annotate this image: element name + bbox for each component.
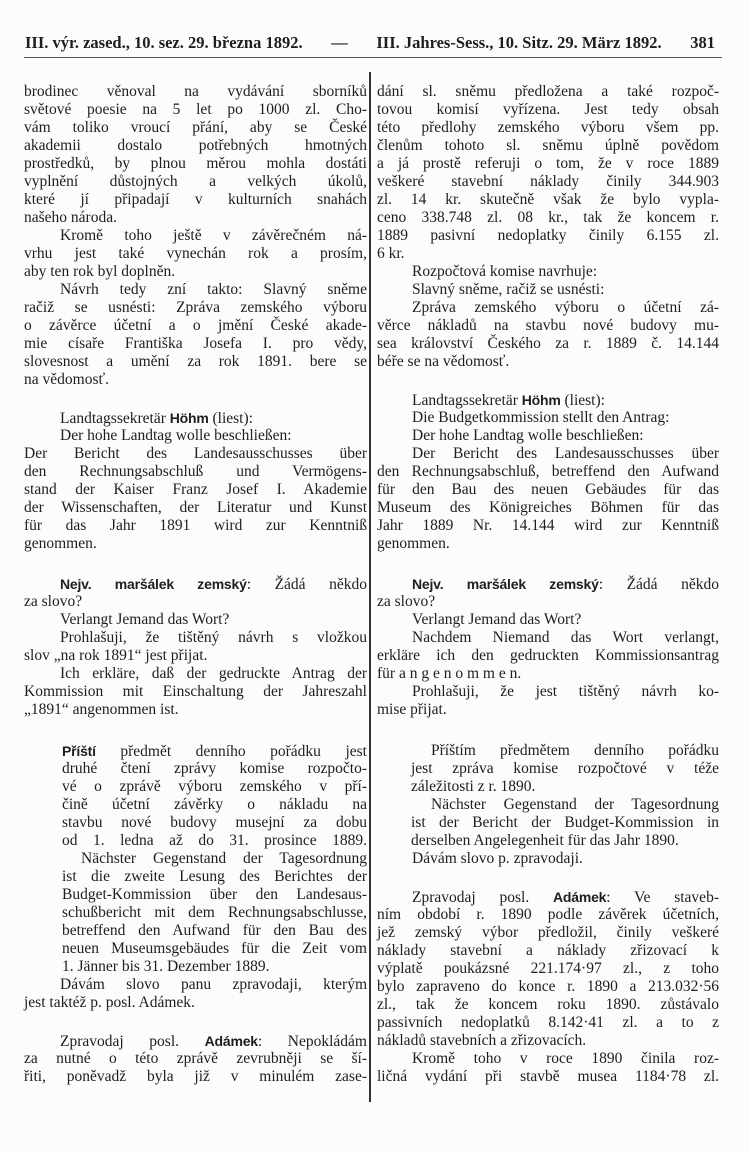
text-line: Dávám slovo panu zpravodaji, kterým — [60, 976, 367, 993]
text-line: Kromě toho ještě v závěrečném ná- — [60, 227, 367, 244]
speaker-name: Höhm — [521, 392, 561, 408]
text-line: ceno 338.748 zl. 08 kr., tak že koncem r. — [377, 209, 719, 226]
text-line: věrce nákladů na stavbu nové budovy mu- — [377, 317, 719, 334]
text-line: „1891“ angenommen ist. — [24, 701, 179, 718]
text-line: vám toliko vroucí přání, aby se České — [24, 119, 367, 136]
text-line: mie císaře Františka Josefa I. pro vědy, — [24, 335, 367, 352]
text-line: od 1. ledna až do 31. prosince 1889. — [62, 832, 367, 849]
text-line — [377, 391, 719, 409]
text-line: Zpráva zemského výboru o účetní zá- — [412, 299, 719, 316]
text-line: 1. Jänner bis 31. Dezember 1889. — [62, 958, 270, 975]
text-line: bylo zapraveno do konce r. 1890 a 213.032·56 — [377, 978, 719, 995]
text-line: nákladů stavebních a zřizovacích. — [377, 1032, 587, 1049]
text-line: derselben Angelegenheit für das Jahr 1890. — [411, 832, 679, 849]
text-line: für das Jahr 1891 wird zur Kenntniß — [24, 517, 367, 534]
text-line: jest taktéž p. posl. Adámek. — [24, 994, 195, 1011]
text-line: na vědomosť. — [24, 371, 109, 388]
text-line: slov „na rok 1891“ jest přijat. — [24, 647, 208, 664]
text-line — [377, 888, 719, 906]
text-line: račiž se usnésti: Zpráva zemského výboru — [24, 299, 367, 316]
text-segment: (liest): — [560, 392, 605, 409]
running-header — [25, 33, 715, 55]
text-segment: Landtagssekretär — [412, 392, 522, 409]
text-line: Verlangt Jemand das Wort? — [412, 611, 582, 628]
text-line: Nächster Gegenstand der Tagesordnung — [81, 850, 367, 867]
text-line: ist die zweite Lesung des Berichtes der — [62, 868, 367, 885]
text-line — [24, 1032, 367, 1050]
text-line: 1889 pasivní nedoplatky činily 6.155 zl. — [377, 227, 719, 244]
text-line: Kommission mit Einschaltung der Jahreszahl — [24, 683, 367, 700]
text-line: Návrh tedy zní takto: Slavný sněme — [60, 281, 367, 298]
text-line: betreffend den Aufwand für den Bau des — [62, 922, 367, 939]
text-line: 6 kr. — [377, 245, 405, 262]
text-line: brodinec věnoval na vydávání sborníků — [24, 83, 367, 100]
text-line: Dávám slovo p. zpravodaji. — [412, 850, 583, 867]
text-line: za nutné o této zprávě zevrubněji se ší- — [24, 1050, 367, 1067]
text-line: našeho národa. — [24, 209, 117, 226]
speaker-name: Höhm — [169, 410, 209, 426]
header-dash: — — [331, 33, 348, 52]
text-line: a já prostě referuji o tom, že v roce 1889 — [377, 155, 719, 172]
text-segment: : Žádá někdo — [598, 576, 719, 593]
text-line: ličná vydání při stavbě musea 1184·78 zl. — [377, 1068, 719, 1085]
text-line: Slavný sněme, račiž se usnésti: — [412, 281, 605, 298]
header-rule — [24, 57, 722, 58]
text-line — [377, 575, 719, 593]
text-line: zl. 14 kr. skutečně však že bylo vypla- — [377, 191, 719, 208]
text-line: Rozpočtová komise navrhuje: — [412, 263, 598, 280]
text-line: výplatě poukázsné 221.174·97 zl., z toho — [377, 960, 719, 977]
text-line: za slovo? — [377, 593, 436, 610]
text-line: vé o zprávě výboru zemského v pří- — [62, 778, 367, 795]
text-line: für a n g e n o m m e n. — [377, 665, 522, 682]
text-line: tovou komisí vyřízena. Jest tedy obsah — [377, 101, 719, 118]
text-line: Příštím předmětem denního pořádku — [431, 742, 719, 759]
text-line: genommen. — [377, 535, 450, 552]
text-line: der Wissenschaften, der Literatur und Kunst — [24, 499, 367, 516]
page-number: 381 — [690, 33, 715, 52]
text-line: záležitosti z r. 1890. — [411, 778, 536, 795]
text-line: prostředků, by plnou měrou mohla dostáti — [24, 155, 367, 172]
text-line: členům tohoto sl. sněmu úplně povědom — [377, 137, 719, 154]
text-line: Der hohe Landtag wolle beschließen: — [60, 427, 292, 444]
text-segment: (liest): — [208, 410, 253, 427]
text-line — [62, 742, 367, 760]
text-segment: : Žádá někdo — [246, 576, 367, 593]
text-line: genommen. — [24, 535, 97, 552]
speaker-name: Nejv. maršálek zemský — [60, 576, 247, 592]
text-segment: Zpravodaj posl. — [412, 889, 553, 906]
text-line: světové poesie na 5 let po 1000 zl. Cho- — [24, 101, 367, 118]
text-line: o závěrce účetní a o jmění České akade- — [24, 317, 367, 334]
text-line: náklady stavební a náklady zřizovací k — [377, 942, 719, 959]
text-line: Nachdem Niemand das Wort verlangt, — [412, 629, 719, 646]
text-line: Prohlašuji, že tištěný návrh s vložkou — [60, 629, 367, 646]
text-line: erkläre ich den gedruckten Kommissionsantrag — [377, 647, 719, 664]
text-line: ist der Bericht der Budget-Kommission in — [411, 814, 719, 831]
text-line: druhé čtení zprávy komise rozpočto- — [62, 760, 367, 777]
text-line: akademii dostalo potřebných hmotných — [24, 137, 367, 154]
text-line: vyplnění důstojných a velkých úkolů, — [24, 173, 367, 190]
text-line: ním období r. 1890 podle závěrek účetních, — [377, 906, 719, 923]
text-line: řiti, poněvadž byla již v minulém zase- — [24, 1068, 367, 1085]
text-line: Ich erkläre, daß der gedruckte Antrag der — [60, 665, 367, 682]
text-segment: : Nepokládám — [257, 1033, 367, 1050]
text-line: veškeré stavební náklady činily 344.903 — [377, 173, 719, 190]
text-line — [24, 575, 367, 593]
text-line: za slovo? — [24, 593, 83, 610]
column-divider — [369, 72, 371, 1102]
text-line: jest zpráva komise rozpočtové v téže — [411, 760, 719, 777]
text-segment: : Ve staveb- — [606, 889, 719, 906]
text-segment: předmět denního pořádku jest — [95, 743, 367, 760]
text-line: které jí připadají v kulturních snahách — [24, 191, 367, 208]
text-line: Jahr 1889 Nr. 14.144 wird zur Kenntniß — [377, 517, 719, 534]
text-line: schußbericht mit dem Rechnungsabschlusse, — [62, 904, 367, 921]
text-line: Die Budgetkommission stellt den Antrag: — [412, 409, 670, 426]
text-line: Nächster Gegenstand der Tagesordnung — [431, 796, 719, 813]
text-line: neuen Museumsgebäudes für die Zeit vom — [62, 940, 367, 957]
text-line: této předlohy zemského výboru všem pp. — [377, 119, 719, 136]
text-line: Der Bericht des Landesausschusses über — [412, 445, 719, 462]
text-line: den Rechnungsabschluß und Vermögens- — [24, 463, 367, 480]
text-line: für den Bau des neuen Gebäudes für das — [377, 481, 719, 498]
header-czech: III. výr. zased., 10. sez. 29. března 1892. — [25, 33, 303, 52]
text-line: Prohlašuji, že jest tištěný návrh ko- — [412, 683, 719, 700]
text-line: slovesnost a umění za rok 1891. bere se — [24, 353, 367, 370]
text-line: mise přijat. — [377, 701, 447, 718]
text-line: béře se na vědomosť. — [377, 353, 510, 370]
text-segment: Zpravodaj posl. — [60, 1033, 205, 1050]
text-line: Budget-Kommission über den Landesaus- — [62, 886, 367, 903]
text-line: vrhu jest také vynechán rok a prosím, — [24, 245, 367, 262]
text-line: stavbu nové budovy musejní za dobu — [62, 814, 367, 831]
speaker-name: Adámek — [552, 889, 607, 905]
speaker-name: Příští — [62, 743, 96, 759]
text-line: Der hohe Landtag wolle beschließen: — [412, 427, 644, 444]
text-line: den Rechnungsabschluß, betreffend den Aufwand — [377, 463, 719, 480]
text-line: Kromě toho v roce 1890 činila roz- — [412, 1050, 719, 1067]
text-line: Museum des Königreiches Böhmen für das — [377, 499, 719, 516]
speaker-name: Nejv. maršálek zemský — [412, 576, 599, 592]
text-line: passivních nedoplatků 8.142·41 zl. a to z — [377, 1014, 719, 1031]
speaker-name: Adámek — [204, 1033, 258, 1049]
text-line: Der Bericht des Landesausschusses über — [24, 445, 367, 462]
text-line: jež zemský výbor předložil, činily veškeré — [377, 924, 719, 941]
text-line: sea království Českého za r. 1889 č. 14.144 — [377, 335, 719, 352]
text-segment: Landtagssekretär — [60, 410, 170, 427]
text-line: zl., tak že koncem roku 1890. zůstávalo — [377, 996, 719, 1013]
header-german: III. Jahres-Sess., 10. Sitz. 29. März 1892. — [376, 33, 662, 52]
text-line: dání sl. sněmu předložena a také rozpoč- — [377, 83, 719, 100]
text-line: Verlangt Jemand das Wort? — [60, 611, 230, 628]
text-line — [24, 409, 367, 427]
text-line: stand der Kaiser Franz Josef I. Akademie — [24, 481, 367, 498]
text-line: čině účetní závěrky o nákladu na — [62, 796, 367, 813]
text-line: aby ten rok byl doplněn. — [24, 263, 176, 280]
